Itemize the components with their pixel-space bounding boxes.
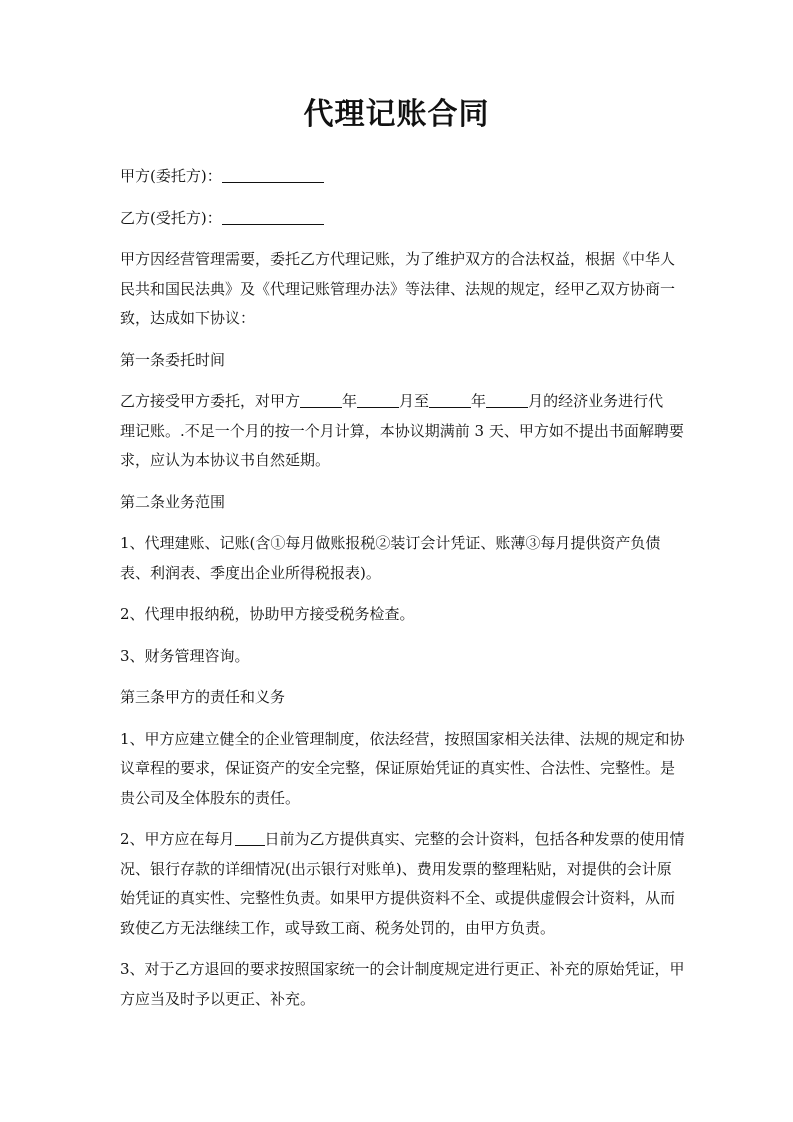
party-a-label: 甲方(委托方)： — [120, 167, 222, 185]
intro-line-3: 致，达成如下协议： — [120, 309, 256, 327]
section-3-item-1-line-1: 1、甲方应建立健全的企业管理制度，依法经营，按照国家相关法律、法规的规定和协 — [120, 729, 685, 748]
section-1-line-2: 理记账。.不足一个月的按一个月计算，本协议期满前 3 天、甲方如不提出书面解聘要 — [120, 421, 684, 440]
section-2-item-3: 3、财务管理咨询。 — [120, 646, 250, 665]
section-3-title: 第三条甲方的责任和义务 — [120, 688, 286, 706]
section-3-item-2-line-3: 始凭证的真实性、完整性负责。如果甲方提供资料不全、或提供虚假会计资料，从而 — [120, 889, 676, 907]
section-3-item-2 — [120, 825, 685, 943]
end-year-blank — [429, 390, 471, 408]
section-3-item-2-line-2: 况、银行存款的详细情况(出示银行对账单)、费用发票的整理粘贴，对提供的会计原 — [120, 859, 672, 878]
start-year-blank — [300, 390, 342, 408]
party-b-line — [120, 204, 677, 234]
section-1-line-3: 求，应认为本协议书自然延期。 — [120, 451, 331, 469]
section-3-item-3 — [120, 955, 685, 1014]
section-1-line-1-part-1: 乙方接受甲方委托，对甲方 — [120, 392, 301, 410]
intro-line-2: 民共和国民法典》及《代理记账管理办法》等法律、法规的规定，经甲乙双方协商一 — [120, 279, 676, 298]
monthly-day-blank — [235, 828, 265, 846]
section-1-line-1 — [120, 387, 677, 417]
section-2-item-2: 2、代理申报纳税，协助甲方接受税务检查。 — [120, 605, 415, 623]
section-3-item-3-line-1: 3、对于乙方退回的要求按照国家统一的会计制度规定进行更正、补充的原始凭证，甲 — [120, 960, 685, 978]
section-3-item-1-line-2: 议章程的要求，保证资产的安全完整，保证原始凭证的真实性、合法性、完整性。是 — [120, 759, 676, 777]
section-2-item-1 — [120, 529, 677, 588]
section-1-line-1-part-4: 年 — [471, 392, 487, 410]
section-3-item-3-line-2: 方应当及时予以更正、补充。 — [120, 989, 316, 1008]
section-3-item-1 — [120, 725, 685, 814]
section-1-title: 第一条委托时间 — [120, 350, 226, 369]
party-b-label: 乙方(受托方)： — [120, 208, 222, 227]
section-3-item-2-line-1-part-1: 2、甲方应在每月 — [120, 830, 235, 848]
section-1-line-1-part-3: 月至 — [399, 392, 430, 410]
start-month-blank — [357, 390, 399, 408]
section-1-line-1-part-5: 月的经济业务进行代 — [528, 392, 664, 410]
section-1-paragraph — [120, 387, 684, 476]
section-2-title: 第二条业务范围 — [120, 492, 226, 511]
section-3-item-2-line-1-part-2: 日前为乙方提供真实、完整的会计资料，包括各种发票的使用情 — [264, 830, 685, 848]
party-a-line — [120, 162, 677, 192]
section-3-item-1-line-3: 贵公司及全体股东的责任。 — [120, 788, 301, 807]
party-a-blank — [222, 165, 324, 183]
section-2-item-1-line-1: 1、代理建账、记账(含①每月做账报税②装订会计凭证、账薄③每月提供资产负债 — [120, 534, 661, 552]
party-b-blank — [222, 207, 324, 225]
section-3-item-2-line-1 — [120, 825, 685, 855]
section-1-line-1-part-2: 年 — [342, 392, 358, 410]
document-body — [120, 162, 685, 1026]
end-month-blank — [486, 390, 528, 408]
document-title: 代理记账合同 — [303, 97, 490, 132]
section-3-item-2-line-4: 致使乙方无法继续工作，或导致工商、税务处罚的，由甲方负责。 — [120, 918, 556, 937]
intro-paragraph — [120, 245, 677, 334]
section-2-item-1-line-2: 表、利润表、季度出企业所得税报表)。 — [120, 563, 381, 582]
intro-line-1: 甲方因经营管理需要，委托乙方代理记账，为了维护双方的合法权益，根据《中华人 — [120, 250, 676, 268]
